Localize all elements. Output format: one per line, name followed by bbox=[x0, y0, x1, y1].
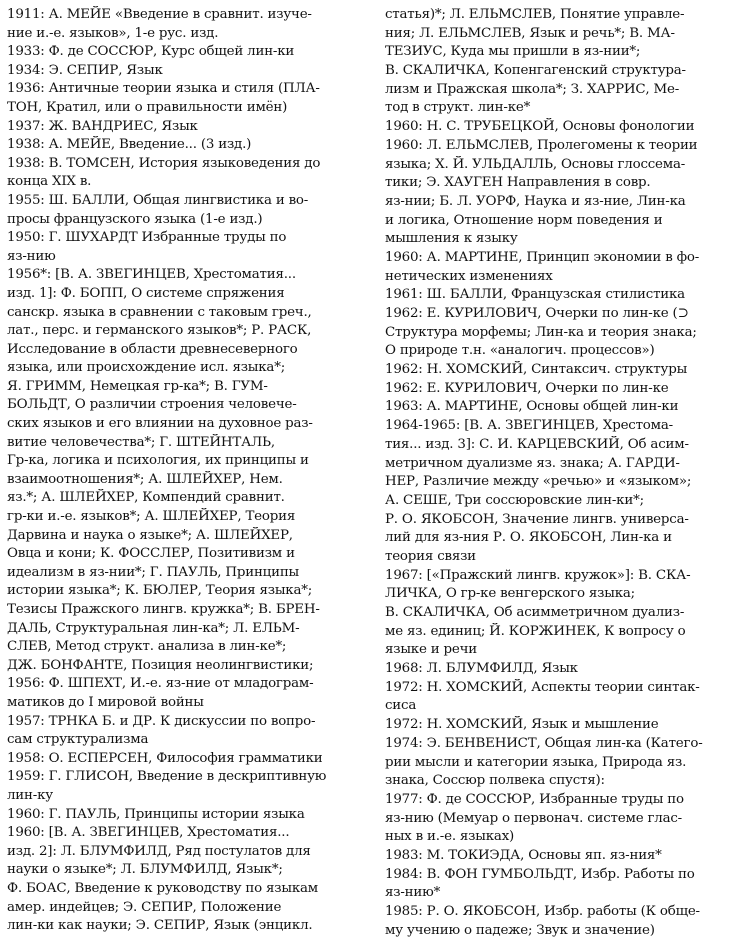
text-line: ТОН, Кратил, или о правильности имён) bbox=[7, 99, 288, 115]
text-line: ТЕЗИУС, Куда мы пришли в яз-нии*; bbox=[385, 44, 641, 60]
text-line: идеализм в яз-нии*; Г. ПАУЛЬ, Принципы bbox=[7, 564, 299, 580]
text-line: 1950: Г. ШУХАРДТ Избранные труды по bbox=[7, 230, 287, 246]
text-line: 1936: Античные теории языка и стиля (ПЛА- bbox=[7, 81, 320, 97]
text-line: ДЖ. БОНФАНТЕ, Позиция неолингвистики; bbox=[7, 657, 314, 673]
text-line: Ф. БОАС, Введение к руководству по языкам bbox=[7, 880, 319, 896]
text-line: 1960: Л. ЕЛЬМСЛЕВ, Пролегомены к теории bbox=[385, 137, 698, 153]
text-line: 1934: Э. СЕПИР, Язык bbox=[7, 62, 163, 78]
text-line: лин-ки как науки; Э. СЕПИР, Язык (энцикл. bbox=[7, 918, 313, 934]
text-line: изд. 1]: Ф. БОПП, О системе спряжения bbox=[7, 285, 285, 301]
text-line: лизм и Пражская школа*; З. ХАРРИС, Ме- bbox=[385, 81, 680, 97]
text-line: яз-нию (Мемуар о первонач. системе глас- bbox=[385, 810, 683, 826]
text-line: 1938: В. ТОМСЕН, История языковедения до bbox=[7, 155, 321, 171]
text-line: тия... изд. 3]: С. И. КАРЦЕВСКИЙ, Об асим- bbox=[385, 436, 689, 452]
text-line: рии мысли и категории языка, Природа яз. bbox=[385, 754, 687, 770]
text-line: 1937: Ж. ВАНДРИЕС, Язык bbox=[7, 118, 198, 134]
text-line: яз.*; А. ШЛЕЙХЕР, Компендий сравнит. bbox=[7, 490, 285, 506]
text-line: 1911: А. МЕЙЕ «Введение в сравнит. изуче- bbox=[7, 7, 312, 22]
text-line: 1968: Л. БЛУМФИЛД, Язык bbox=[385, 661, 578, 677]
text-line: нетических изменениях bbox=[385, 268, 553, 284]
text-line: знака, Соссюр полвека спустя): bbox=[385, 773, 605, 789]
text-line: языке и речи bbox=[385, 642, 478, 658]
text-line: тод в структ. лин-ке* bbox=[385, 100, 531, 116]
text-line: 1956*: [В. А. ЗВЕГИНЦЕВ, Хрестоматия... bbox=[7, 267, 296, 283]
text-line: науки о языке*; Л. БЛУМФИЛД, Язык*; bbox=[7, 862, 283, 878]
text-line: В. СКАЛИЧКА, Копенгагенский структура- bbox=[385, 63, 686, 79]
text-line: лин-ку bbox=[7, 787, 53, 803]
text-line: истории языка*; К. БЮЛЕР, Теория языка*; bbox=[7, 583, 313, 599]
text-line: БОЛЬДТ, О различии строения человече- bbox=[7, 397, 297, 413]
text-line: сам структурализма bbox=[7, 732, 149, 748]
text-line: витие человечества*; Г. ШТЕЙНТАЛЬ, bbox=[7, 434, 275, 450]
text-line: 1964-1965: [В. А. ЗВЕГИНЦЕВ, Хрестома- bbox=[385, 418, 673, 434]
text-line: СЛЕВ, Метод структ. анализа в лин-ке*; bbox=[7, 639, 287, 655]
text-line: О природе т.н. «аналогич. процессов») bbox=[385, 343, 655, 359]
text-line: матиков до I мировой войны bbox=[7, 694, 204, 710]
text-line: яз-нию bbox=[7, 248, 56, 264]
text-line: 1960: Г. ПАУЛЬ, Принципы истории языка bbox=[7, 806, 305, 822]
text-line: изд. 2]: Л. БЛУМФИЛД, Ряд постулатов для bbox=[7, 843, 311, 859]
text-line: ДАЛЬ, Структуральная лин-ка*; Л. ЕЛЬМ- bbox=[7, 620, 300, 636]
text-line: 1962: Н. ХОМСКИЙ, Синтаксич. структуры bbox=[385, 362, 688, 378]
text-line: Овца и кони; К. ФОССЛЕР, Позитивизм и bbox=[7, 546, 295, 562]
text-line: взаимоотношения*; А. ШЛЕЙХЕР, Нем. bbox=[7, 471, 283, 487]
text-line: 1963: А. МАРТИНЕ, Основы общей лин-ки bbox=[385, 399, 679, 415]
text-line: 1956: Ф. ШПЕХТ, И.-е. яз-ние от младограм- bbox=[7, 676, 314, 692]
text-line: 1972: Н. ХОМСКИЙ, Аспекты теории синтак- bbox=[385, 679, 700, 695]
text-line: 1960: А. МАРТИНЕ, Принцип экономии в фо- bbox=[385, 249, 700, 265]
text-line: 1977: Ф. де СОССЮР, Избранные труды по bbox=[385, 791, 684, 807]
text-line: 1938: А. МЕЙЕ, Введение... (3 изд.) bbox=[7, 137, 252, 153]
text-line: 1967: [«Пражский лингв. кружок»]: В. СКА- bbox=[385, 567, 691, 583]
text-line: 1983: М. ТОКИЭДА, Основы яп. яз-ния* bbox=[385, 847, 662, 863]
text-line: амер. индейцев; Э. СЕПИР, Положение bbox=[7, 899, 282, 915]
text-line: НЕР, Различие между «речью» и «языком»; bbox=[385, 474, 692, 490]
text-line: ме яз. единиц; Й. КОРЖИНЕК, К вопросу о bbox=[385, 623, 686, 639]
text-line: лий для яз-ния Р. О. ЯКОБСОН, Лин-ка и bbox=[385, 530, 672, 546]
text-line: лат., перс. и германского языков*; Р. РАСК, bbox=[7, 323, 312, 339]
text-line: Р. О. ЯКОБСОН, Значение лингв. универса- bbox=[385, 511, 689, 527]
text-line: Гр-ка, логика и психология, их принципы и bbox=[7, 453, 309, 469]
text-line: 1960: [В. А. ЗВЕГИНЦЕВ, Хрестоматия... bbox=[7, 825, 290, 841]
text-line: ЛИЧКА, О гр-ке венгерского языка; bbox=[385, 586, 635, 602]
text-line: теория связи bbox=[385, 548, 476, 564]
text-line: 1933: Ф. де СОССЮР, Курс общей лин-ки bbox=[7, 44, 295, 60]
text-line: 1957: ТРНКА Б. и ДР. К дискуссии по вопро- bbox=[7, 713, 316, 729]
text-line: А. СЕШЕ, Три соссюровские лин-ки*; bbox=[385, 492, 644, 508]
text-line: и логика, Отношение норм поведения и bbox=[385, 212, 663, 228]
text-line: 1962: Е. КУРИЛОВИЧ, Очерки по лин-ке bbox=[385, 380, 669, 396]
text-line: конца XIX в. bbox=[7, 174, 92, 190]
text-line: Я. ГРИММ, Немецкая гр-ка*; В. ГУМ- bbox=[7, 378, 268, 394]
text-line: сиса bbox=[385, 698, 417, 714]
text-line: В. СКАЛИЧКА, Об асимметричном дуализ- bbox=[385, 605, 685, 620]
text-line: мышления к языку bbox=[385, 231, 518, 247]
text-line: 1955: Ш. БАЛЛИ, Общая лингвистика и во- bbox=[7, 192, 309, 208]
text-line: тики; Э. ХАУГЕН Направления в совр. bbox=[385, 175, 651, 191]
text-line: 1961: Ш. БАЛЛИ, Французская стилистика bbox=[385, 287, 685, 303]
text-line: 1984: В. ФОН ГУМБОЛЬДТ, Избр. Работы по bbox=[385, 866, 695, 882]
text-line: Тезисы Пражского лингв. кружка*; В. БРЕН- bbox=[7, 602, 320, 617]
text-line: гр-ки и.-е. языков*; А. ШЛЕЙХЕР, Теория bbox=[7, 509, 296, 525]
text-line: Исследование в области древнесеверного bbox=[7, 341, 298, 357]
text-line: статья)*; Л. ЕЛЬМСЛЕВ, Понятие управле- bbox=[385, 7, 685, 22]
left-column bbox=[7, 6, 372, 936]
text-line: му учению о падеже; Звук и значение) bbox=[385, 922, 655, 938]
text-line: языка, или происхождение исл. языка*; bbox=[7, 360, 286, 376]
text-line: 1972: Н. ХОМСКИЙ, Язык и мышление bbox=[385, 717, 659, 733]
text-line: Структура морфемы; Лин-ка и теория знака; bbox=[385, 324, 697, 340]
text-line: 1959: Г. ГЛИСОН, Введение в дескриптивную bbox=[7, 769, 327, 785]
right-column bbox=[385, 6, 733, 940]
text-line: 1985: Р. О. ЯКОБСОН, Избр. работы (К обще- bbox=[385, 904, 700, 919]
text-line: Дарвина и наука о языке*; А. ШЛЕЙХЕР, bbox=[7, 527, 293, 543]
text-line: просы французского языка (1-е изд.) bbox=[7, 211, 263, 227]
text-line: ния; Л. ЕЛЬМСЛЕВ, Язык и речь*; В. МА- bbox=[385, 25, 675, 41]
text-line: 1962: Е. КУРИЛОВИЧ, Очерки по лин-ке (⊃ bbox=[385, 306, 689, 321]
text-line: ских языков и его влиянии на духовное раз- bbox=[7, 416, 313, 432]
text-line: яз-нии; Б. Л. УОРФ, Наука и яз-ние, Лин-ка bbox=[385, 193, 686, 209]
text-line: 1960: Н. С. ТРУБЕЦКОЙ, Основы фонологии bbox=[385, 119, 695, 135]
text-line: ных в и.-е. языках) bbox=[385, 829, 515, 845]
text-line: 1958: О. ЕСПЕРСЕН, Философия грамматики bbox=[7, 750, 323, 766]
text-line: метричном дуализме яз. знака; А. ГАРДИ- bbox=[385, 455, 680, 471]
text-line: санскр. языка в сравнении с таковым греч., bbox=[7, 304, 312, 320]
text-line: 1974: Э. БЕНВЕНИСТ, Общая лин-ка (Катего- bbox=[385, 735, 703, 751]
text-line: ние и.-е. языков», 1-е рус. изд. bbox=[7, 25, 219, 41]
text-line: яз-нию* bbox=[385, 885, 441, 901]
text-line: языка; Х. Й. УЛЬДАЛЛЬ, Основы глоссема- bbox=[385, 156, 686, 172]
